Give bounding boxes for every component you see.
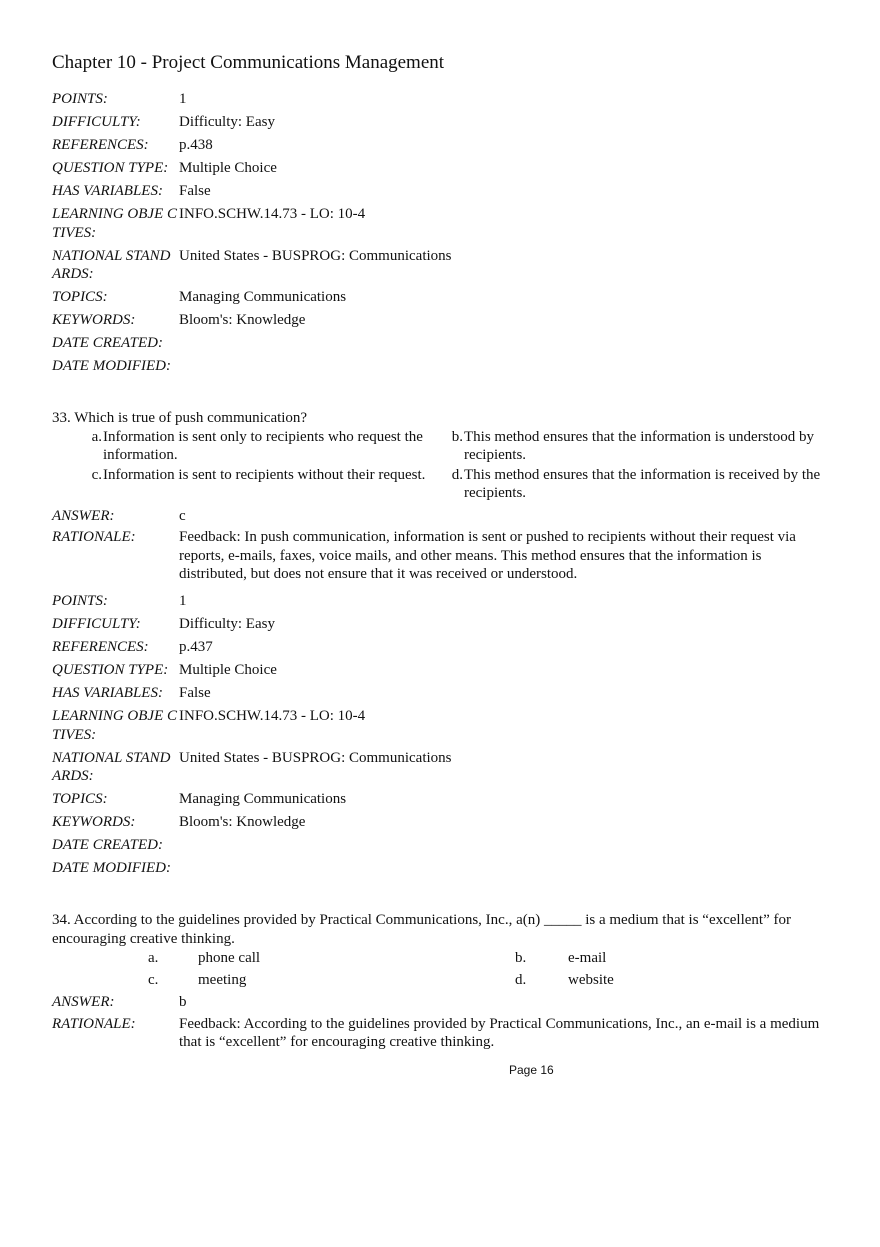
meta-label: NATIONAL STAND ARDS: xyxy=(52,247,171,282)
meta-value: Difficulty: Easy xyxy=(179,114,275,130)
options-row xyxy=(52,949,832,971)
option-b xyxy=(449,428,822,465)
rationale-text: Feedback: According to the guidelines provided by Practical Communications, Inc., an e-mail is a medium that is “excellent” for encouraging creative thinking. xyxy=(179,1015,820,1050)
meta-value xyxy=(179,859,832,878)
meta-value: Difficulty: Easy xyxy=(179,616,275,632)
meta-row-topics xyxy=(52,288,832,307)
meta-label: DIFFICULTY: xyxy=(52,616,141,632)
meta-value: Multiple Choice xyxy=(179,662,277,678)
rationale-row xyxy=(52,528,822,584)
option-letter: c. xyxy=(148,972,159,988)
option-text: This method ensures that the information is understood by recipients. xyxy=(464,428,814,463)
meta-row-learning-objectives xyxy=(52,205,832,242)
meta-label: REFERENCES: xyxy=(52,639,149,655)
meta-value: Bloom's: Knowledge xyxy=(179,814,306,830)
meta-row-date-modified xyxy=(52,357,832,376)
option-letter: a. xyxy=(148,950,159,966)
option-letter: a. xyxy=(91,428,102,445)
meta-label: QUESTION TYPE: xyxy=(52,160,169,176)
meta-row-learning-objectives xyxy=(52,707,832,744)
option-text: This method ensures that the information is received by the recipients. xyxy=(464,466,821,501)
meta-row-keywords xyxy=(52,813,832,832)
meta-row-keywords xyxy=(52,311,832,330)
meta-value xyxy=(179,334,832,353)
meta-value: INFO.SCHW.14.73 - LO: 10-4 xyxy=(179,206,366,222)
question-text: 33. Which is true of push communication? xyxy=(52,410,308,426)
answer-options xyxy=(88,428,822,504)
meta-label: DATE MODIFIED: xyxy=(52,358,171,374)
meta-row-topics xyxy=(52,790,832,809)
question-34 xyxy=(52,911,822,948)
meta-row-national-standards xyxy=(52,749,832,786)
meta-value: Managing Communications xyxy=(179,791,347,807)
meta-row-has-variables xyxy=(52,684,832,703)
meta-value: 1 xyxy=(179,593,187,609)
answer-value: c xyxy=(179,507,186,524)
meta-value: INFO.SCHW.14.73 - LO: 10-4 xyxy=(179,708,366,724)
meta-row-points xyxy=(52,90,832,109)
meta-label: REFERENCES: xyxy=(52,137,149,153)
option-d xyxy=(449,466,822,503)
meta-label: KEYWORDS: xyxy=(52,312,136,328)
meta-value: Multiple Choice xyxy=(179,160,277,176)
option-letter: b. xyxy=(515,950,527,966)
meta-label: DATE CREATED: xyxy=(52,837,163,853)
answer-value: b xyxy=(179,994,187,1010)
option-text: e-mail xyxy=(568,950,607,966)
option-text: Information is sent only to recipients who request the information. xyxy=(103,428,423,463)
meta-label: TOPICS: xyxy=(52,289,108,305)
meta-row-references xyxy=(52,136,832,155)
meta-row-question-type xyxy=(52,159,832,178)
meta-label: KEYWORDS: xyxy=(52,814,136,830)
meta-row-references xyxy=(52,638,832,657)
meta-row-date-created xyxy=(52,836,832,855)
meta-label: LEARNING OBJE CTIVES: xyxy=(52,206,177,241)
meta-label: POINTS: xyxy=(52,91,108,107)
meta-value: Bloom's: Knowledge xyxy=(179,312,306,328)
meta-label: DIFFICULTY: xyxy=(52,114,141,130)
meta-row-question-type xyxy=(52,661,832,680)
answer-label: ANSWER: xyxy=(52,507,115,524)
option-a xyxy=(88,428,449,465)
meta-label: HAS VARIABLES: xyxy=(52,183,163,199)
option-letter: d. xyxy=(515,972,527,988)
meta-row-difficulty xyxy=(52,113,832,132)
page-number: Page 16 xyxy=(509,1063,554,1077)
question-text: 34. According to the guidelines provided by Practical Communications, Inc., a(n) _____ is a medium that is “excellent” for encouraging creative thinking. xyxy=(52,912,791,947)
meta-value: False xyxy=(179,685,211,701)
page-title: Chapter 10 - Project Communications Management xyxy=(52,52,445,73)
option-text: Information is sent to recipients without their request. xyxy=(103,466,426,483)
rationale-row xyxy=(52,1015,822,1052)
meta-value: United States - BUSPROG: Communications xyxy=(179,749,452,766)
meta-row-date-created xyxy=(52,334,832,353)
option-c xyxy=(88,466,449,503)
option-letter: b. xyxy=(451,428,463,445)
meta-value: 1 xyxy=(179,91,187,107)
question-33-metadata xyxy=(52,592,832,882)
meta-label: HAS VARIABLES: xyxy=(52,685,163,701)
options-row xyxy=(52,971,832,993)
meta-value: False xyxy=(179,183,211,199)
rationale-label: RATIONALE: xyxy=(52,1015,136,1032)
meta-label: POINTS: xyxy=(52,593,108,609)
answer-row xyxy=(52,507,822,526)
meta-row-difficulty xyxy=(52,615,832,634)
meta-row-points xyxy=(52,592,832,611)
meta-value: Managing Communications xyxy=(179,289,347,305)
question-33 xyxy=(52,409,822,584)
meta-row-has-variables xyxy=(52,182,832,201)
rationale-text: Feedback: In push communication, information is sent or pushed to recipients without their request via reports, e-mails, faxes, voice mails, and other means. This method ensures that the information is distributed, but does not ensure that it was received or understood. xyxy=(179,529,796,582)
question-34-answer xyxy=(52,993,822,1052)
rationale-label: RATIONALE: xyxy=(52,529,136,545)
meta-value: p.438 xyxy=(179,137,213,153)
answer-options xyxy=(52,949,832,993)
option-text: meeting xyxy=(198,972,247,988)
meta-value: United States - BUSPROG: Communications xyxy=(179,247,452,264)
meta-value xyxy=(179,357,832,376)
meta-label: TOPICS: xyxy=(52,791,108,807)
meta-label: DATE CREATED: xyxy=(52,335,163,351)
meta-row-date-modified xyxy=(52,859,832,878)
meta-label: LEARNING OBJE CTIVES: xyxy=(52,708,177,743)
meta-value: p.437 xyxy=(179,639,213,655)
option-letter: d. xyxy=(451,466,463,483)
meta-row-national-standards xyxy=(52,247,832,284)
option-text: phone call xyxy=(198,950,261,966)
meta-label: NATIONAL STAND ARDS: xyxy=(52,749,171,784)
meta-value xyxy=(179,836,832,855)
option-letter: c. xyxy=(91,466,102,483)
answer-label: ANSWER: xyxy=(52,994,115,1010)
question-32-metadata xyxy=(52,90,832,380)
meta-label: QUESTION TYPE: xyxy=(52,662,169,678)
answer-row xyxy=(52,993,822,1012)
option-text: website xyxy=(568,972,614,988)
meta-label: DATE MODIFIED: xyxy=(52,860,171,876)
